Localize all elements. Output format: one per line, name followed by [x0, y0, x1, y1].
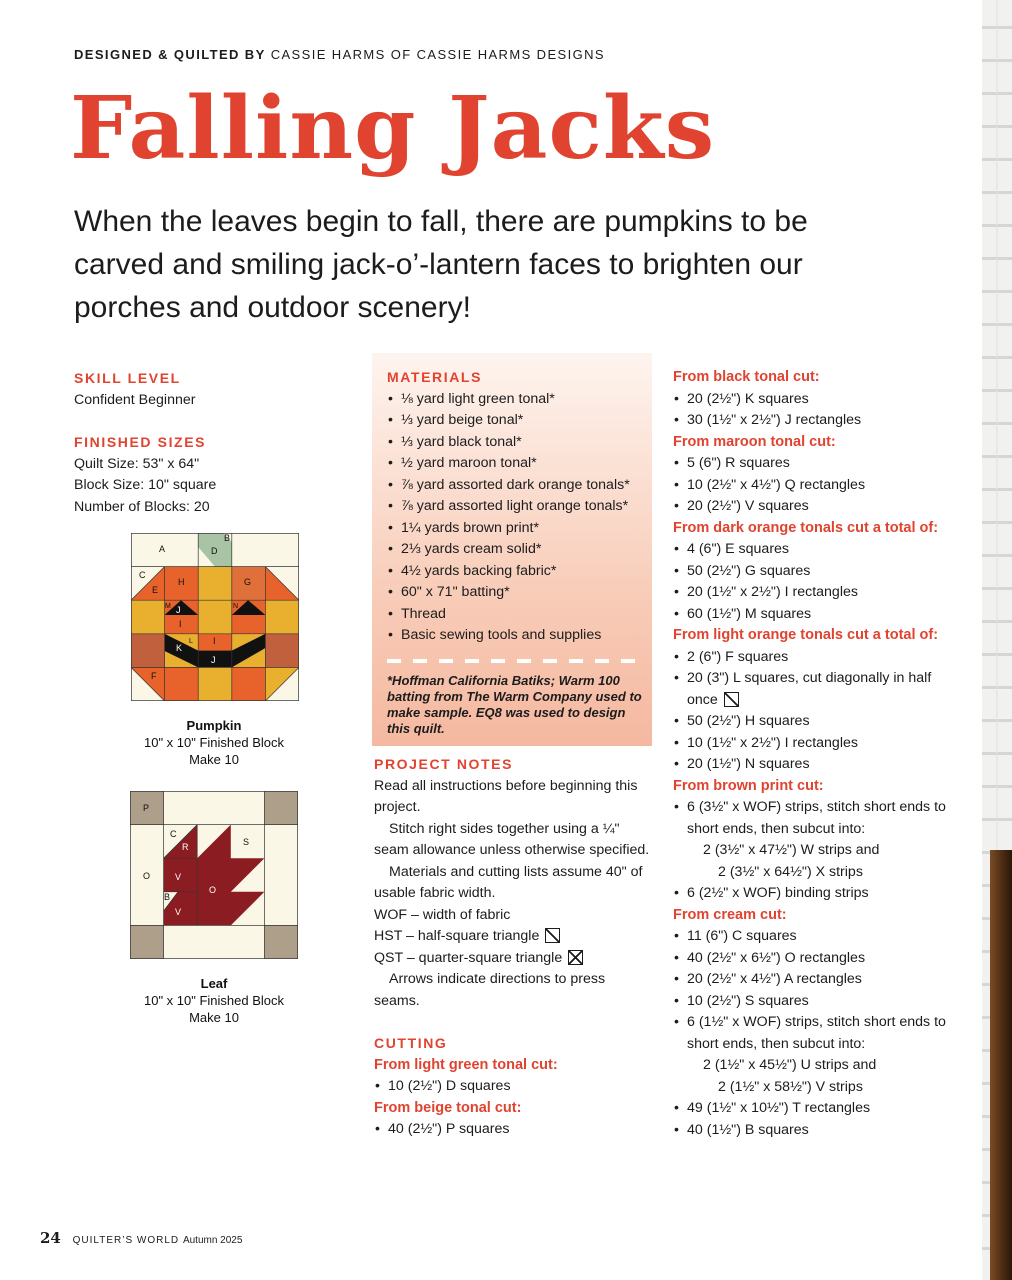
list-item: • ⅓ yard beige tonal* [387, 410, 642, 432]
label-i-2: I [213, 636, 216, 646]
patch-d [198, 567, 232, 601]
materials-footnote: *Hoffman California Batiks; Warm 100 batting from The Warm Company used to make sample. EQ8 was used to design this quilt. [387, 672, 642, 736]
label-f: F [151, 671, 157, 681]
list-item: • ⅞ yard assorted light orange tonals* [387, 496, 642, 518]
list-item: • 60" x 71" batting* [387, 582, 642, 604]
list-item: • 20 (2½" x 4½") A rectangles [673, 969, 963, 991]
list-item: • 40 (2½") P squares [374, 1119, 652, 1141]
magazine-name: QUILTER’S WORLD [72, 1235, 180, 1246]
cut-light-orange-list [673, 647, 963, 776]
cut-green-heading: From light green tonal cut: [374, 1056, 558, 1073]
cut-brown-list [673, 797, 963, 905]
quilt-size: Quilt Size: 53" x 64" [74, 455, 200, 472]
cut-cream-list [673, 926, 963, 1141]
pumpkin-block-diagram [131, 533, 299, 701]
list-item: • 1¼ yards brown print* [387, 518, 642, 540]
list-item: • 5 (6") R squares [673, 453, 963, 475]
list-item: • 2⅓ yards cream solid* [387, 539, 642, 561]
list-item [673, 1012, 963, 1098]
notes-hst: HST – half-square triangle [374, 928, 540, 944]
page-number: 24 [40, 1229, 61, 1247]
skill-level-value: Confident Beginner [74, 391, 196, 408]
list-item: • 50 (2½") H squares [673, 711, 963, 733]
sub-item: 2 (1½" x 58½") V strips [718, 1078, 863, 1095]
list-item-text: 6 (3½" x WOF) strips, stitch short ends to short ends, then subcut into: [687, 799, 946, 837]
list-item: • ⅓ yard black tonal* [387, 432, 642, 454]
label-o-leaf: O [209, 885, 217, 895]
sub-item: 2 (3½" x 47½") W strips and [703, 842, 880, 858]
patch-row3-1 [131, 600, 165, 634]
patch-row4-5 [265, 634, 299, 668]
label-d: D [211, 546, 218, 556]
corner-p-br [264, 925, 298, 959]
cut-dark-orange-heading: From dark orange tonals cut a total of: [673, 519, 939, 536]
list-item-text: 6 (1½" x WOF) strips, stitch short ends to short ends, then subcut into: [687, 1014, 946, 1052]
byline-label: DESIGNED & QUILTED BY [74, 47, 266, 62]
background-photo-strip [982, 0, 1012, 1280]
notes-qst: QST – quarter-square triangle [374, 949, 563, 966]
label-n: N [233, 603, 239, 610]
leaf-make: Make 10 [189, 1010, 239, 1025]
notes-paragraph: Read all instructions before beginning this project. [374, 777, 638, 815]
cut-brown-heading: From brown print cut: [673, 777, 824, 794]
list-item: • 10 (2½") D squares [374, 1076, 652, 1098]
notes-hst-line [374, 926, 652, 948]
notes-paragraph: Stitch right sides together using a ¼" seam allowance unless otherwise specified. [374, 820, 650, 858]
list-item: • 10 (2½") S squares [673, 991, 963, 1013]
cut-maroon-list [673, 453, 963, 518]
list-item: • 10 (2½" x 4½") Q rectangles [673, 475, 963, 497]
cut-green-list [374, 1076, 652, 1098]
pumpkin-make: Make 10 [189, 752, 239, 767]
pumpkin-name: Pumpkin [186, 718, 242, 733]
list-item: • ⅞ yard assorted dark orange tonals* [387, 475, 642, 497]
finished-sizes-heading: FINISHED SIZES [74, 434, 207, 450]
cut-dark-orange-list [673, 539, 963, 625]
page-title: Falling Jacks [70, 78, 716, 179]
list-item: • Thread [387, 604, 642, 626]
left-column [74, 368, 334, 518]
list-item: • 11 (6") C squares [673, 926, 963, 948]
patch-row4-1 [131, 634, 165, 668]
notes-paragraph: Materials and cutting lists assume 40" of usable fabric width. [374, 863, 643, 901]
cutting-heading: CUTTING [374, 1035, 448, 1051]
label-k: K [176, 643, 183, 653]
materials-heading: MATERIALS [387, 369, 483, 385]
byline-author: CASSIE HARMS OF CASSIE HARMS DESIGNS [270, 47, 605, 62]
label-b: B [164, 892, 171, 902]
list-item: • 40 (2½" x 6½") O rectangles [673, 948, 963, 970]
label-i-1: I [179, 619, 182, 629]
cut-light-orange-heading: From light orange tonals cut a total of: [673, 627, 939, 643]
list-item-text: 20 (3") L squares, cut diagonally in half once [687, 670, 932, 708]
patch-row5-2 [165, 667, 199, 701]
label-o-left: O [143, 871, 151, 881]
leaf-size: 10" x 10" Finished Block [143, 993, 285, 1008]
dashed-divider [387, 659, 637, 663]
list-item: • 20 (2½") K squares [673, 389, 963, 411]
hst-icon [545, 928, 560, 943]
list-item: • 30 (1½" x 2½") J rectangles [673, 410, 963, 432]
project-notes-section [374, 754, 652, 1141]
patch-row5-4 [232, 667, 266, 701]
label-g: G [244, 577, 252, 587]
cut-black-list [673, 389, 963, 432]
label-v-2: V [175, 907, 182, 917]
patch-row5-3 [198, 667, 232, 701]
list-item: • 4 (6") E squares [673, 539, 963, 561]
byline [74, 47, 605, 62]
list-item: • ½ yard maroon tonal* [387, 453, 642, 475]
list-item [673, 797, 963, 883]
page-footer [40, 1229, 242, 1247]
corner-p-tr [264, 791, 298, 825]
list-item: • 20 (1½") N squares [673, 754, 963, 776]
patch-row3-5 [265, 600, 299, 634]
label-e: E [152, 585, 159, 595]
list-item: • 49 (1½" x 10½") T rectangles [673, 1098, 963, 1120]
label-j-mouth: J [211, 655, 216, 665]
cut-black-heading: From black tonal cut: [673, 369, 820, 385]
wood-crate [990, 850, 1012, 1280]
block-size: Block Size: 10" square [74, 477, 217, 493]
list-item: • 60 (1½") M squares [673, 604, 963, 626]
label-c: C [170, 829, 177, 839]
list-item: • 6 (2½" x WOF) binding strips [673, 883, 963, 905]
pumpkin-caption [134, 717, 294, 768]
corner-p-bl [130, 925, 164, 959]
list-item: • 20 (1½" x 2½") I rectangles [673, 582, 963, 604]
right-cutting-column [673, 367, 963, 1141]
list-item: • 40 (1½") B squares [673, 1120, 963, 1142]
qst-icon [568, 950, 583, 965]
list-item: • Basic sewing tools and supplies [387, 625, 642, 647]
materials-list [387, 389, 642, 647]
brick-texture [982, 0, 1012, 850]
project-notes-heading: PROJECT NOTES [374, 756, 514, 772]
leaf-caption [134, 975, 294, 1026]
notes-wof: WOF – width of fabric [374, 906, 511, 923]
label-j-eye: J [176, 605, 181, 615]
pumpkin-size: 10" x 10" Finished Block [143, 735, 285, 750]
list-item: • 50 (2½") G squares [673, 561, 963, 583]
list-item [673, 668, 963, 711]
patch-row3-3 [198, 600, 232, 634]
label-s: S [243, 837, 250, 847]
skill-level-heading: SKILL LEVEL [74, 370, 181, 386]
list-item: • 10 (1½" x 2½") I rectangles [673, 733, 963, 755]
leaf-block-diagram [130, 791, 298, 959]
label-l: L [189, 638, 193, 645]
label-m: M [165, 603, 171, 610]
notes-paragraph: Arrows indicate directions to press seams. [374, 971, 606, 1009]
cut-beige-list [374, 1119, 652, 1141]
list-item: • 4½ yards backing fabric* [387, 561, 642, 583]
cut-cream-heading: From cream cut: [673, 906, 787, 923]
label-h: H [178, 577, 185, 587]
materials-section [387, 367, 642, 737]
label-c: C [139, 570, 146, 580]
label-p: P [143, 803, 150, 813]
hst-icon [724, 692, 739, 707]
cut-beige-heading: From beige tonal cut: [374, 1099, 522, 1116]
label-r: R [182, 842, 189, 852]
number-of-blocks: Number of Blocks: 20 [74, 498, 210, 515]
magazine-edition: Autumn 2025 [182, 1235, 243, 1246]
notes-qst-line [374, 948, 652, 970]
leaf-name: Leaf [200, 976, 228, 991]
list-item: • ⅛ yard light green tonal* [387, 389, 642, 411]
sub-item: 2 (1½" x 45½") U strips and [703, 1057, 877, 1073]
label-b: B [224, 533, 231, 543]
label-a: A [159, 544, 166, 554]
label-v-1: V [175, 872, 182, 882]
sub-item: 2 (3½" x 64½") X strips [718, 863, 863, 880]
cut-maroon-heading: From maroon tonal cut: [673, 433, 836, 450]
list-item: • 20 (2½") V squares [673, 496, 963, 518]
intro-text: When the leaves begin to fall, there are pumpkins to be carved and smiling jack-o’-lantern faces to brighten our porches and outdoor scenery! [74, 205, 808, 324]
list-item: • 2 (6") F squares [673, 647, 963, 669]
